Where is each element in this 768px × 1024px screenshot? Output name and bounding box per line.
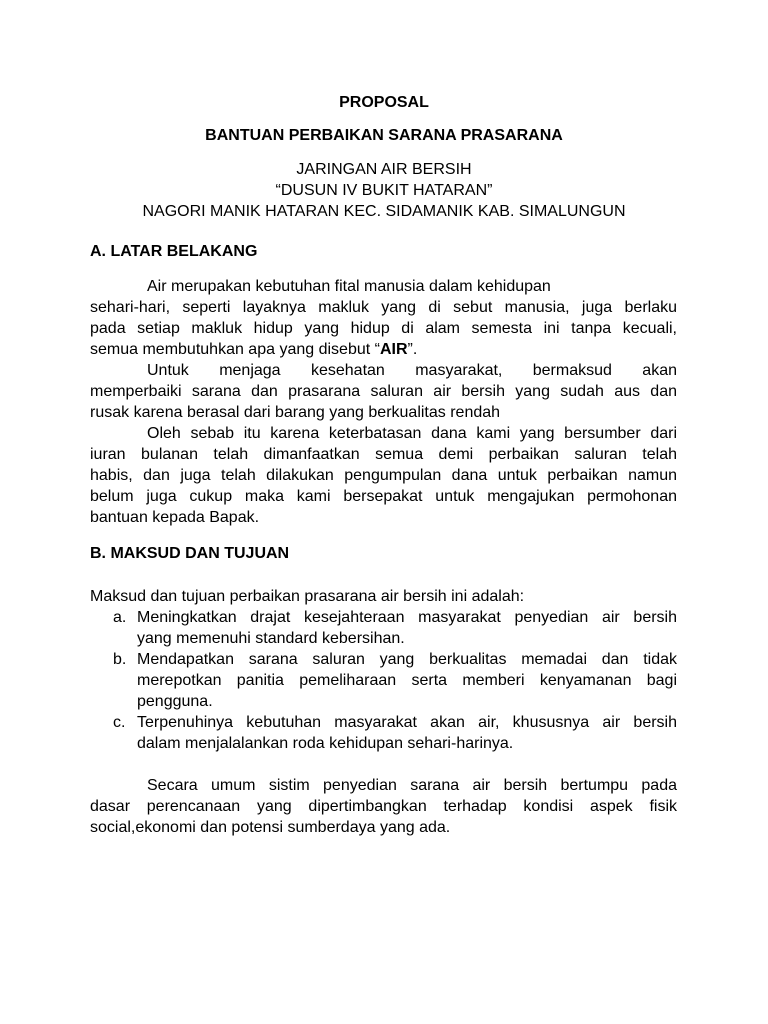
paragraph-line: Untuk menjaga kesehatan masyarakat, bermaksud akan [147,362,677,379]
paragraph-line: Air merupakan kebutuhan fital manusia dalam kehidupan [147,278,551,295]
section-a-paragraph-1 [90,276,677,360]
list-marker: c. [113,714,126,731]
paragraph-line: habis, dan juga telah dilakukan pengumpulan dana untuk perbaikan namun [90,467,677,484]
text-run: semua membutuhkan apa yang disebut “ [90,341,380,358]
list-item [90,607,677,649]
paragraph-line: sehari-hari, seperti layaknya makluk yang di sebut manusia, juga berlaku [90,299,677,316]
list-item-line: yang memenuhi standard kebersihan. [137,630,405,647]
list-item [90,712,677,754]
paragraph-line: iuran bulanan telah dimanfaatkan semua demi perbaikan saluran telah [90,446,677,463]
header-line-hamlet: “DUSUN IV BUKIT HATARAN” [275,182,493,199]
list-marker: b. [113,651,127,668]
paragraph-line: bantuan kepada Bapak. [90,509,260,526]
list-marker: a. [113,609,127,626]
list-item-line: merepotkan panitia pemeliharaan serta memberi kenyamanan bagi [137,672,677,689]
paragraph-line: memperbaiki sarana dan prasarana saluran air bersih yang sudah aus dan [90,383,677,400]
text-run: ”. [407,341,418,358]
paragraph-line: dasar perencanaan yang dipertimbangkan terhadap kondisi aspek fisik [90,798,677,815]
list-item-line: dalam menjalalankan roda kehidupan sehari-harinya. [137,735,514,752]
list-item-line: Terpenuhinya kebutuhan masyarakat akan air, khususnya air bersih [137,714,677,731]
paragraph-line: pada setiap makluk hidup yang hidup di alam semesta ini tanpa kecuali, [90,320,677,337]
list-item [90,649,677,712]
paragraph-line: social,ekonomi dan potensi sumberdaya yang ada. [90,819,451,836]
objectives-list [90,607,677,754]
paragraph-line: Secara umum sistim penyedian sarana air bersih bertumpu pada [147,777,677,794]
list-item-line: pengguna. [137,693,213,710]
section-a-heading: A. LATAR BELAKANG [90,243,258,260]
paragraph-line [90,339,677,360]
paragraph-line: belum juga cukup maka kami bersepakat untuk mengajukan permohonan [90,488,677,505]
paragraph-line: Maksud dan tujuan perbaikan prasarana air bersih ini adalah: [90,588,525,605]
section-b-intro [90,586,677,607]
paragraph-line: Oleh sebab itu karena keterbatasan dana kami yang bersumber dari [147,425,677,442]
document-title: PROPOSAL [339,94,429,111]
paragraph-line: rusak karena berasal dari barang yang berkualitas rendah [90,404,501,421]
header-line-network: JARINGAN AIR BERSIH [296,161,472,178]
section-a-paragraph-3 [90,423,677,528]
section-b-heading: B. MAKSUD DAN TUJUAN [90,545,290,562]
list-item-line: Meningkatkan drajat kesejahteraan masyarakat penyedian air bersih [137,609,677,626]
emphasis-air: AIR [379,341,408,358]
document-subtitle: BANTUAN PERBAIKAN SARANA PRASARANA [205,127,563,144]
list-item-line: Mendapatkan sarana saluran yang berkualitas memadai dan tidak [137,651,677,668]
section-a-paragraph-2 [90,360,677,423]
header-line-location: NAGORI MANIK HATARAN KEC. SIDAMANIK KAB. SIMALUNGUN [142,203,626,220]
section-b-closing-paragraph [90,775,677,838]
